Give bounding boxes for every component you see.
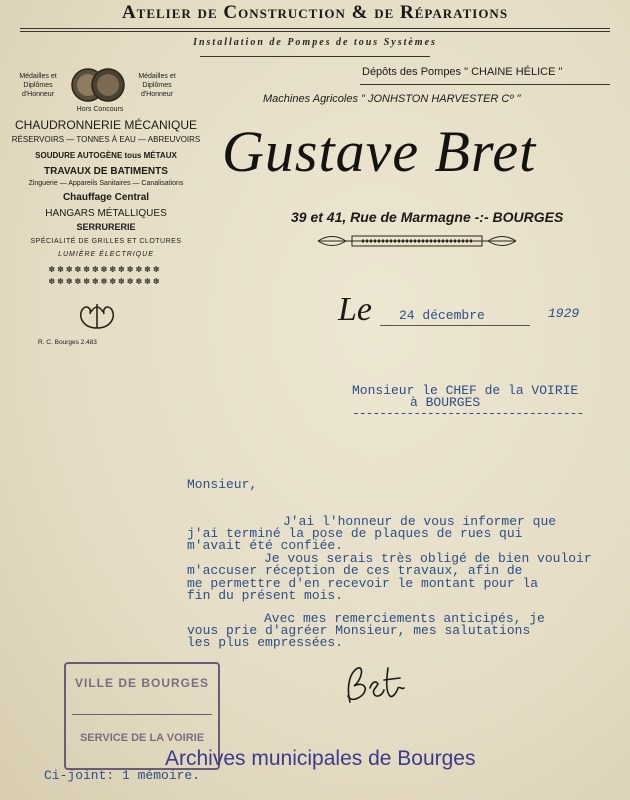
letterhead-title: Atelier de Construction & de Réparations [121,2,509,23]
stamp-line1: VILLE DE BOURGES [74,676,209,690]
service-line: CHAUDRONNERIE MÉCANIQUE [14,118,197,132]
stamp-divider [72,714,212,715]
body-line: me permettre d'en recevoir le montant pour la [187,576,539,591]
service-line: SPÉCIALITÉ DE GRILLES ET CLOTURES [30,238,182,245]
dotted-ornament: ✽✽✽✽✽✽✽✽✽✽✽✽✽ [48,265,162,274]
stamp-line2: SERVICE DE LA VOIRIE [79,732,205,744]
medal-left-text: Médailles et Diplômes d'Honneur [19,73,57,98]
company-address: 39 et 41, Rue de Marmagne -:- BOURGES [291,209,564,225]
service-line: Zinguerie — Appareils Sanitaires — Canalisations [28,180,184,187]
service-line: HANGARS MÉTALLIQUES [45,208,167,219]
service-line: TRAVAUX DE BATIMENTS [44,166,168,177]
rc-number: R. C. Bourges 2.483 [38,339,97,346]
service-line: SOUDURE AUTOGÈNE tous MÉTAUX [35,151,177,160]
recipient-line2: à BOURGES [410,395,481,410]
date-text: 24 décembre [399,308,485,323]
service-line: SERRURERIE [76,222,136,232]
body-line: les plus empressées. [187,635,344,650]
header-rule-2 [20,31,610,32]
body-line: Je vous serais très obligé de bien vouloir [264,551,592,566]
service-line: LUMIÈRE ÉLECTRIQUE [58,251,154,258]
medals-emblem [70,66,126,104]
medal-right-text: Médailles et Diplômes d'Honneur [138,73,176,98]
date-rule [380,325,530,326]
salutation: Monsieur, [187,477,258,492]
depots-rule [360,84,610,85]
machines-agricoles: Machines Agricoles " JONHSTON HARVESTER Cº " [263,93,521,105]
date-le: Le [338,291,372,328]
body-line: fin du présent mois. [187,588,344,603]
archive-watermark: Archives municipales de Bourges [165,747,476,770]
body-line: m'avait été confiée. [187,538,344,553]
subtitle-rule [200,56,430,57]
body-line: vous prie d'agréer Monsieur, mes salutations [187,623,531,638]
date-year: 1929 [548,306,580,321]
floral-ornament [74,300,120,330]
recipient-line1: Monsieur le CHEF de la VOIRIE [352,383,579,398]
recipient-underline: ---------------------------------- [352,406,584,421]
hors-concours: Hors Concours [76,106,124,113]
signature [336,658,416,710]
letterhead-subtitle: Installation de Pompes de tous Systèmes [193,37,437,48]
address-flourish [312,232,522,250]
body-line: Avec mes remerciements anticipés, je [264,611,545,626]
body-line: J'ai l'honneur de vous informer que [283,514,557,529]
depots-pompes: Dépôts des Pompes " CHAINE HÉLICE " [362,66,563,78]
header-rule [20,28,610,29]
service-line: RÉSERVOIRS — TONNES À EAU — ABREUVOIRS [11,135,201,144]
body-line: j'ai terminé la pose de plaques de rues qui [187,526,523,541]
body-line: m'accuser réception de ces travaux, afin de [187,563,523,578]
company-name: Gustave Bret [222,119,537,184]
dotted-ornament: ✽✽✽✽✽✽✽✽✽✽✽✽✽ [48,277,162,286]
enclosure-note: Ci-joint: 1 mémoire. [44,768,201,783]
service-line: Chauffage Central [62,192,150,203]
